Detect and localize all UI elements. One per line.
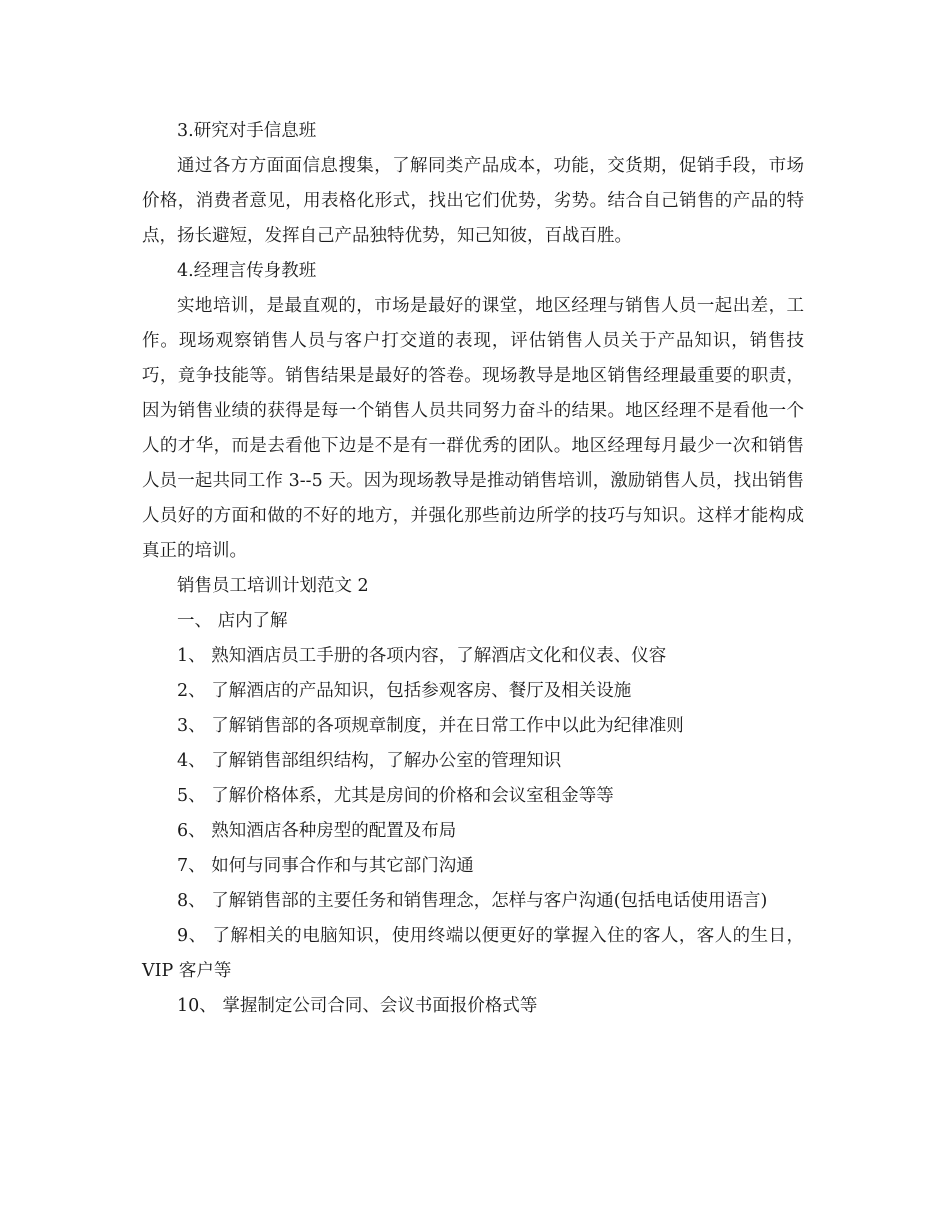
list-item: 5、 了解价格体系，尤其是房间的价格和会议室租金等等 <box>177 786 614 806</box>
document-page <box>142 114 804 1024</box>
list-item: 10、 掌握制定公司合同、会议书面报价格式等 <box>177 996 538 1016</box>
paragraph-research: 通过各方方面面信息搜集，了解同类产品成本，功能，交货期，促销手段，市场价格，消费者意见，用表格化形式，找出它们优势，劣势。结合自己销售的产品的特点，扬长避短，发挥自己产品独特优势，知己知彼，百战百胜。 <box>142 156 804 246</box>
paragraph-manager: 实地培训，是最直观的，市场是最好的课堂，地区经理与销售人员一起出差，工作。现场观察销售人员与客户打交道的表现，评估销售人员关于产品知识，销售技巧，竟争技能等。销售结果是最好的答卷。现场教导是地区销售经理最重要的职责，因为销售业绩的获得是每一个销售人员共同努力奋斗的结果。地区经理不是看他一个人的才华，而是去看他下边是不是有一群优秀的团队。地区经理每月最少一次和销售人员一起共同工作 3--5 天。因为现场教导是推动销售培训，激励销售人员，找出销售人员好的方面和做的不好的地方，并强化那些前边所学的技巧与知识。这样才能构成真正的培训。 <box>142 296 804 561</box>
list-item: 7、 如何与同事合作和与其它部门沟通 <box>177 856 474 876</box>
list-item: 2、 了解酒店的产品知识，包括参观客房、餐厅及相关设施 <box>177 681 632 701</box>
list-item: 4、 了解销售部组织结构，了解办公室的管理知识 <box>177 751 562 771</box>
section-heading-research: 3.研究对手信息班 <box>177 121 317 141</box>
list-item: 1、 熟知酒店员工手册的各项内容，了解酒店文化和仪表、仪容 <box>177 646 667 666</box>
list-item: 3、 了解销售部的各项规章制度，并在日常工作中以此为纪律准则 <box>177 716 684 736</box>
section-heading-manager: 4.经理言传身教班 <box>177 261 317 281</box>
section-heading-instore: 一、 店内了解 <box>177 611 288 631</box>
list-item: 6、 熟知酒店各种房型的配置及布局 <box>177 821 457 841</box>
article-title: 销售员工培训计划范文 2 <box>177 576 369 596</box>
list-item: 8、 了解销售部的主要任务和销售理念，怎样与客户沟通(包括电话使用语言) <box>177 891 768 911</box>
list-item: 9、 了解相关的电脑知识，使用终端以便更好的掌握入住的客人，客人的生日，VIP 客户等 <box>142 926 804 981</box>
